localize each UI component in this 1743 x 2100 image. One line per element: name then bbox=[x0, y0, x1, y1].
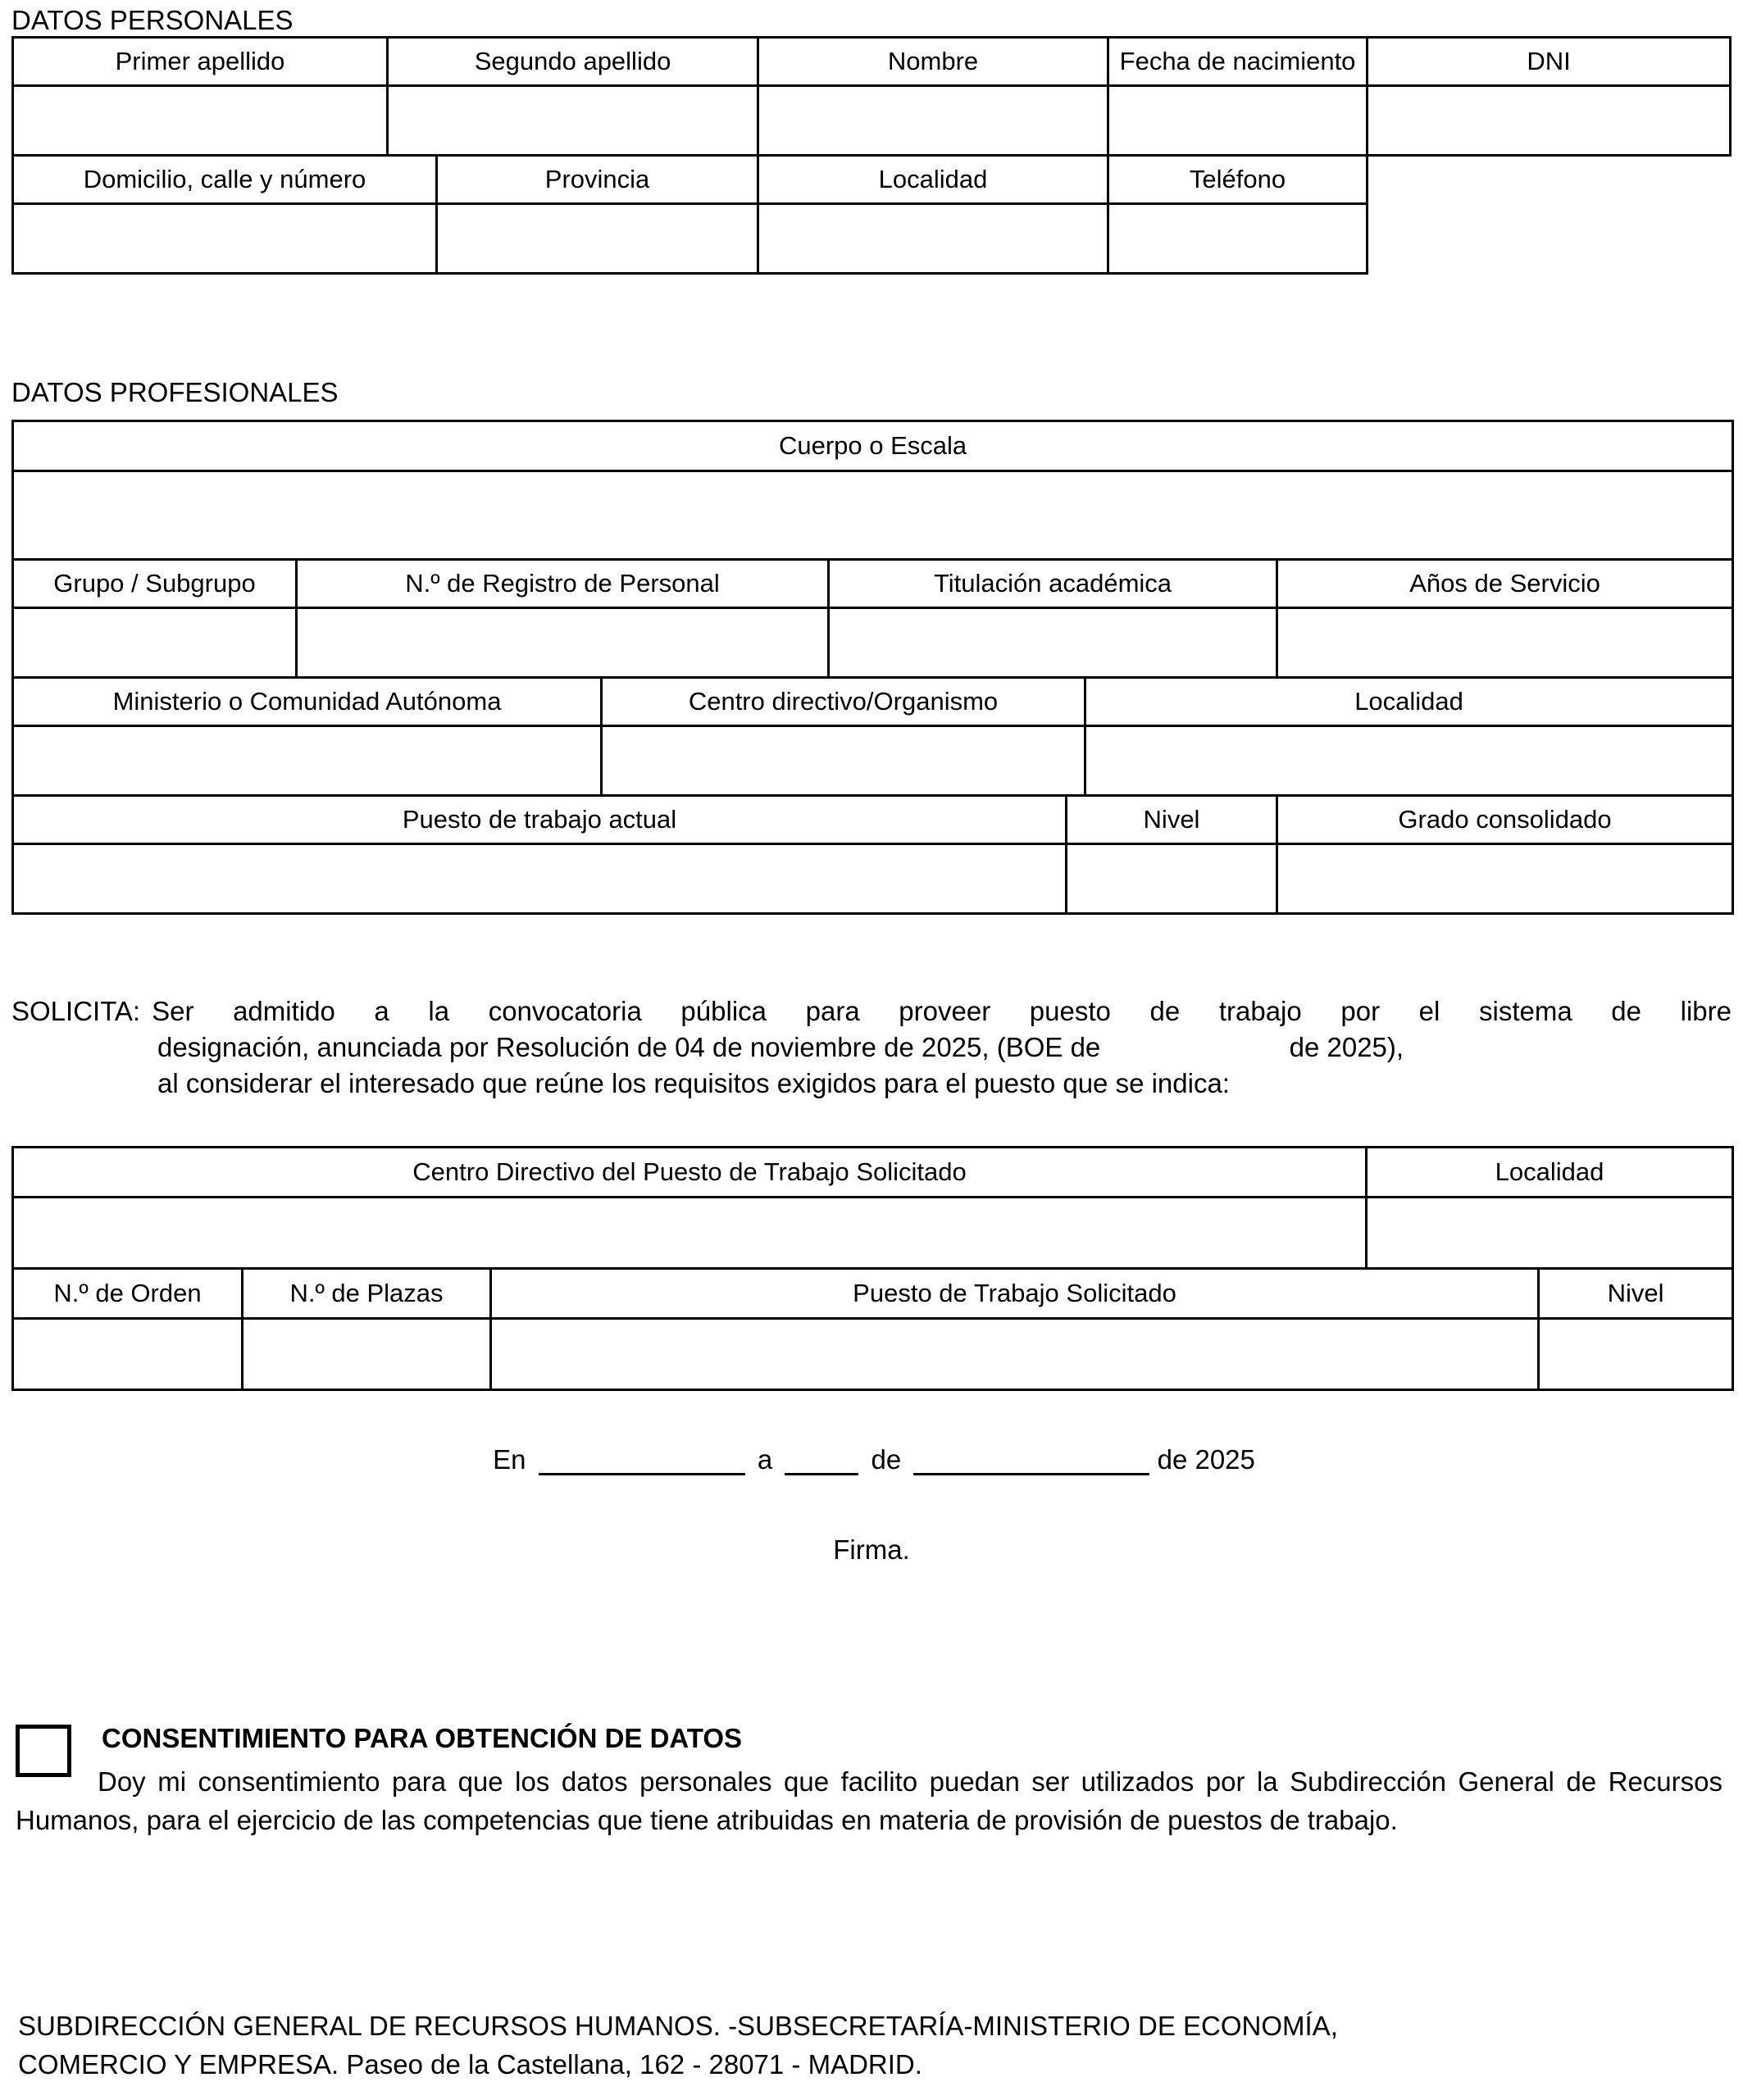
footer-address-line-2: COMERCIO Y EMPRESA. Paseo de la Castellana, 162 - 28071 - MADRID. bbox=[18, 2049, 922, 2080]
field-input-fecha-nacimiento[interactable] bbox=[1108, 86, 1368, 156]
field-label-grado-consolidado: Grado consolidado bbox=[1277, 796, 1733, 844]
field-label-segundo-apellido: Segundo apellido bbox=[388, 38, 758, 86]
table-row bbox=[13, 1319, 1733, 1390]
field-input-ministerio-comunidad[interactable] bbox=[13, 726, 602, 796]
field-input-segundo-apellido[interactable] bbox=[388, 86, 758, 156]
table-row bbox=[13, 796, 1733, 844]
field-label-dni: DNI bbox=[1368, 38, 1731, 86]
consent-title: CONSENTIMIENTO PARA OBTENCIÓN DE DATOS bbox=[102, 1723, 743, 1753]
field-label-centro-directivo-solicitado: Centro Directivo del Puesto de Trabajo Solicitado bbox=[13, 1148, 1367, 1198]
field-label-grupo-subgrupo: Grupo / Subgrupo bbox=[13, 560, 297, 608]
field-label-titulacion-academica: Titulación académica bbox=[829, 560, 1277, 608]
table-row bbox=[13, 678, 1733, 726]
field-input-grupo-subgrupo[interactable] bbox=[13, 608, 297, 678]
requested-position-table bbox=[11, 1146, 1734, 1391]
field-input-nivel-solicitado[interactable] bbox=[1539, 1319, 1733, 1390]
field-input-localidad[interactable] bbox=[758, 204, 1108, 274]
field-label-nivel-actual: Nivel bbox=[1067, 796, 1277, 844]
field-label-provincia: Provincia bbox=[437, 156, 758, 204]
section-heading-datos-personales: DATOS PERSONALES bbox=[11, 5, 294, 35]
table-row bbox=[13, 608, 1733, 678]
field-input-numero-plazas[interactable] bbox=[243, 1319, 491, 1390]
professional-data-table bbox=[11, 420, 1734, 915]
field-label-ministerio-comunidad: Ministerio o Comunidad Autónoma bbox=[13, 678, 602, 726]
field-input-titulacion-academica[interactable] bbox=[829, 608, 1277, 678]
field-input-puesto-trabajo-solicitado[interactable] bbox=[491, 1319, 1539, 1390]
field-input-provincia[interactable] bbox=[437, 204, 758, 274]
consent-body-text: Doy mi consentimiento para que los datos personales que facilito puedan ser utilizados por la Subdirección General de Recursos Humanos, para el ejercicio de las competencias que tiene atribuidas en materia de provisión de puestos de trabajo. bbox=[16, 1766, 1723, 1835]
field-input-numero-orden[interactable] bbox=[13, 1319, 243, 1390]
field-input-registro-personal[interactable] bbox=[297, 608, 829, 678]
date-line bbox=[0, 1444, 1743, 1475]
field-input-localidad-solicitada[interactable] bbox=[1367, 1198, 1733, 1269]
table-row bbox=[13, 726, 1733, 796]
date-month-input[interactable] bbox=[913, 1448, 1149, 1475]
field-input-cuerpo-escala[interactable] bbox=[13, 471, 1733, 560]
table-row bbox=[13, 86, 1731, 156]
date-connector-de: de bbox=[871, 1444, 902, 1475]
solicita-line-3: al considerar el interesado que reúne los requisitos exigidos para el puesto que se indica: bbox=[157, 1068, 1230, 1098]
date-connector-a: a bbox=[757, 1444, 773, 1475]
date-prefix-en: En bbox=[493, 1444, 526, 1475]
personal-data-table bbox=[11, 36, 1732, 275]
field-input-domicilio[interactable] bbox=[13, 204, 437, 274]
field-label-localidad-solicitada: Localidad bbox=[1367, 1148, 1733, 1198]
field-label-domicilio: Domicilio, calle y número bbox=[13, 156, 437, 204]
field-label-registro-personal: N.º de Registro de Personal bbox=[297, 560, 829, 608]
field-input-nombre[interactable] bbox=[758, 86, 1108, 156]
field-label-numero-plazas: N.º de Plazas bbox=[243, 1269, 491, 1319]
table-row bbox=[13, 204, 1731, 274]
table-row bbox=[13, 421, 1733, 471]
section-heading-datos-profesionales: DATOS PROFESIONALES bbox=[11, 377, 339, 407]
solicita-line-1: Ser admitido a la convocatoria pública para proveer puesto de trabajo por el sistema de libre bbox=[152, 996, 1732, 1026]
field-label-anos-servicio: Años de Servicio bbox=[1277, 560, 1733, 608]
solicita-line-2-part-2: de 2025), bbox=[1289, 1032, 1404, 1062]
field-input-centro-directivo-solicitado[interactable] bbox=[13, 1198, 1367, 1269]
field-label-telefono: Teléfono bbox=[1108, 156, 1368, 204]
table-row bbox=[13, 560, 1733, 608]
field-label-nivel-solicitado: Nivel bbox=[1539, 1269, 1733, 1319]
field-label-fecha-nacimiento: Fecha de nacimiento bbox=[1108, 38, 1368, 86]
field-input-puesto-trabajo-actual[interactable] bbox=[13, 844, 1067, 914]
field-input-localidad-profesional[interactable] bbox=[1085, 726, 1733, 796]
date-day-input[interactable] bbox=[785, 1448, 858, 1475]
table-row bbox=[13, 471, 1733, 560]
date-place-input[interactable] bbox=[539, 1448, 745, 1475]
field-input-dni[interactable] bbox=[1368, 86, 1731, 156]
footer-address bbox=[18, 2007, 1732, 2084]
field-input-primer-apellido[interactable] bbox=[13, 86, 388, 156]
solicita-line-2-part-1: designación, anunciada por Resolución de 04 de noviembre de 2025, (BOE de bbox=[157, 1032, 1101, 1062]
table-row bbox=[13, 1148, 1733, 1198]
field-label-primer-apellido: Primer apellido bbox=[13, 38, 388, 86]
field-label-centro-directivo: Centro directivo/Organismo bbox=[602, 678, 1085, 726]
table-row bbox=[13, 1198, 1733, 1269]
field-input-nivel-actual[interactable] bbox=[1067, 844, 1277, 914]
date-year-suffix: de 2025 bbox=[1157, 1444, 1255, 1475]
solicita-paragraph bbox=[11, 993, 1732, 1102]
table-row bbox=[13, 1269, 1733, 1319]
field-label-puesto-trabajo-actual: Puesto de trabajo actual bbox=[13, 796, 1067, 844]
consent-body bbox=[16, 1762, 1723, 1839]
signature-label: Firma. bbox=[833, 1534, 910, 1565]
field-label-localidad-profesional: Localidad bbox=[1085, 678, 1733, 726]
table-row bbox=[13, 844, 1733, 914]
field-label-puesto-trabajo-solicitado: Puesto de Trabajo Solicitado bbox=[491, 1269, 1539, 1319]
field-input-telefono[interactable] bbox=[1108, 204, 1368, 274]
solicita-label: SOLICITA: bbox=[11, 996, 141, 1026]
table-row bbox=[13, 38, 1731, 86]
field-label-cuerpo-escala: Cuerpo o Escala bbox=[13, 421, 1733, 471]
field-input-anos-servicio[interactable] bbox=[1277, 608, 1733, 678]
field-input-grado-consolidado[interactable] bbox=[1277, 844, 1733, 914]
field-label-localidad: Localidad bbox=[758, 156, 1108, 204]
field-label-nombre: Nombre bbox=[758, 38, 1108, 86]
footer-address-line-1: SUBDIRECCIÓN GENERAL DE RECURSOS HUMANOS. -SUBSECRETARÍA-MINISTERIO DE ECONOMÍA, bbox=[18, 2011, 1338, 2041]
field-label-numero-orden: N.º de Orden bbox=[13, 1269, 243, 1319]
field-input-centro-directivo[interactable] bbox=[602, 726, 1085, 796]
table-row bbox=[13, 156, 1731, 204]
